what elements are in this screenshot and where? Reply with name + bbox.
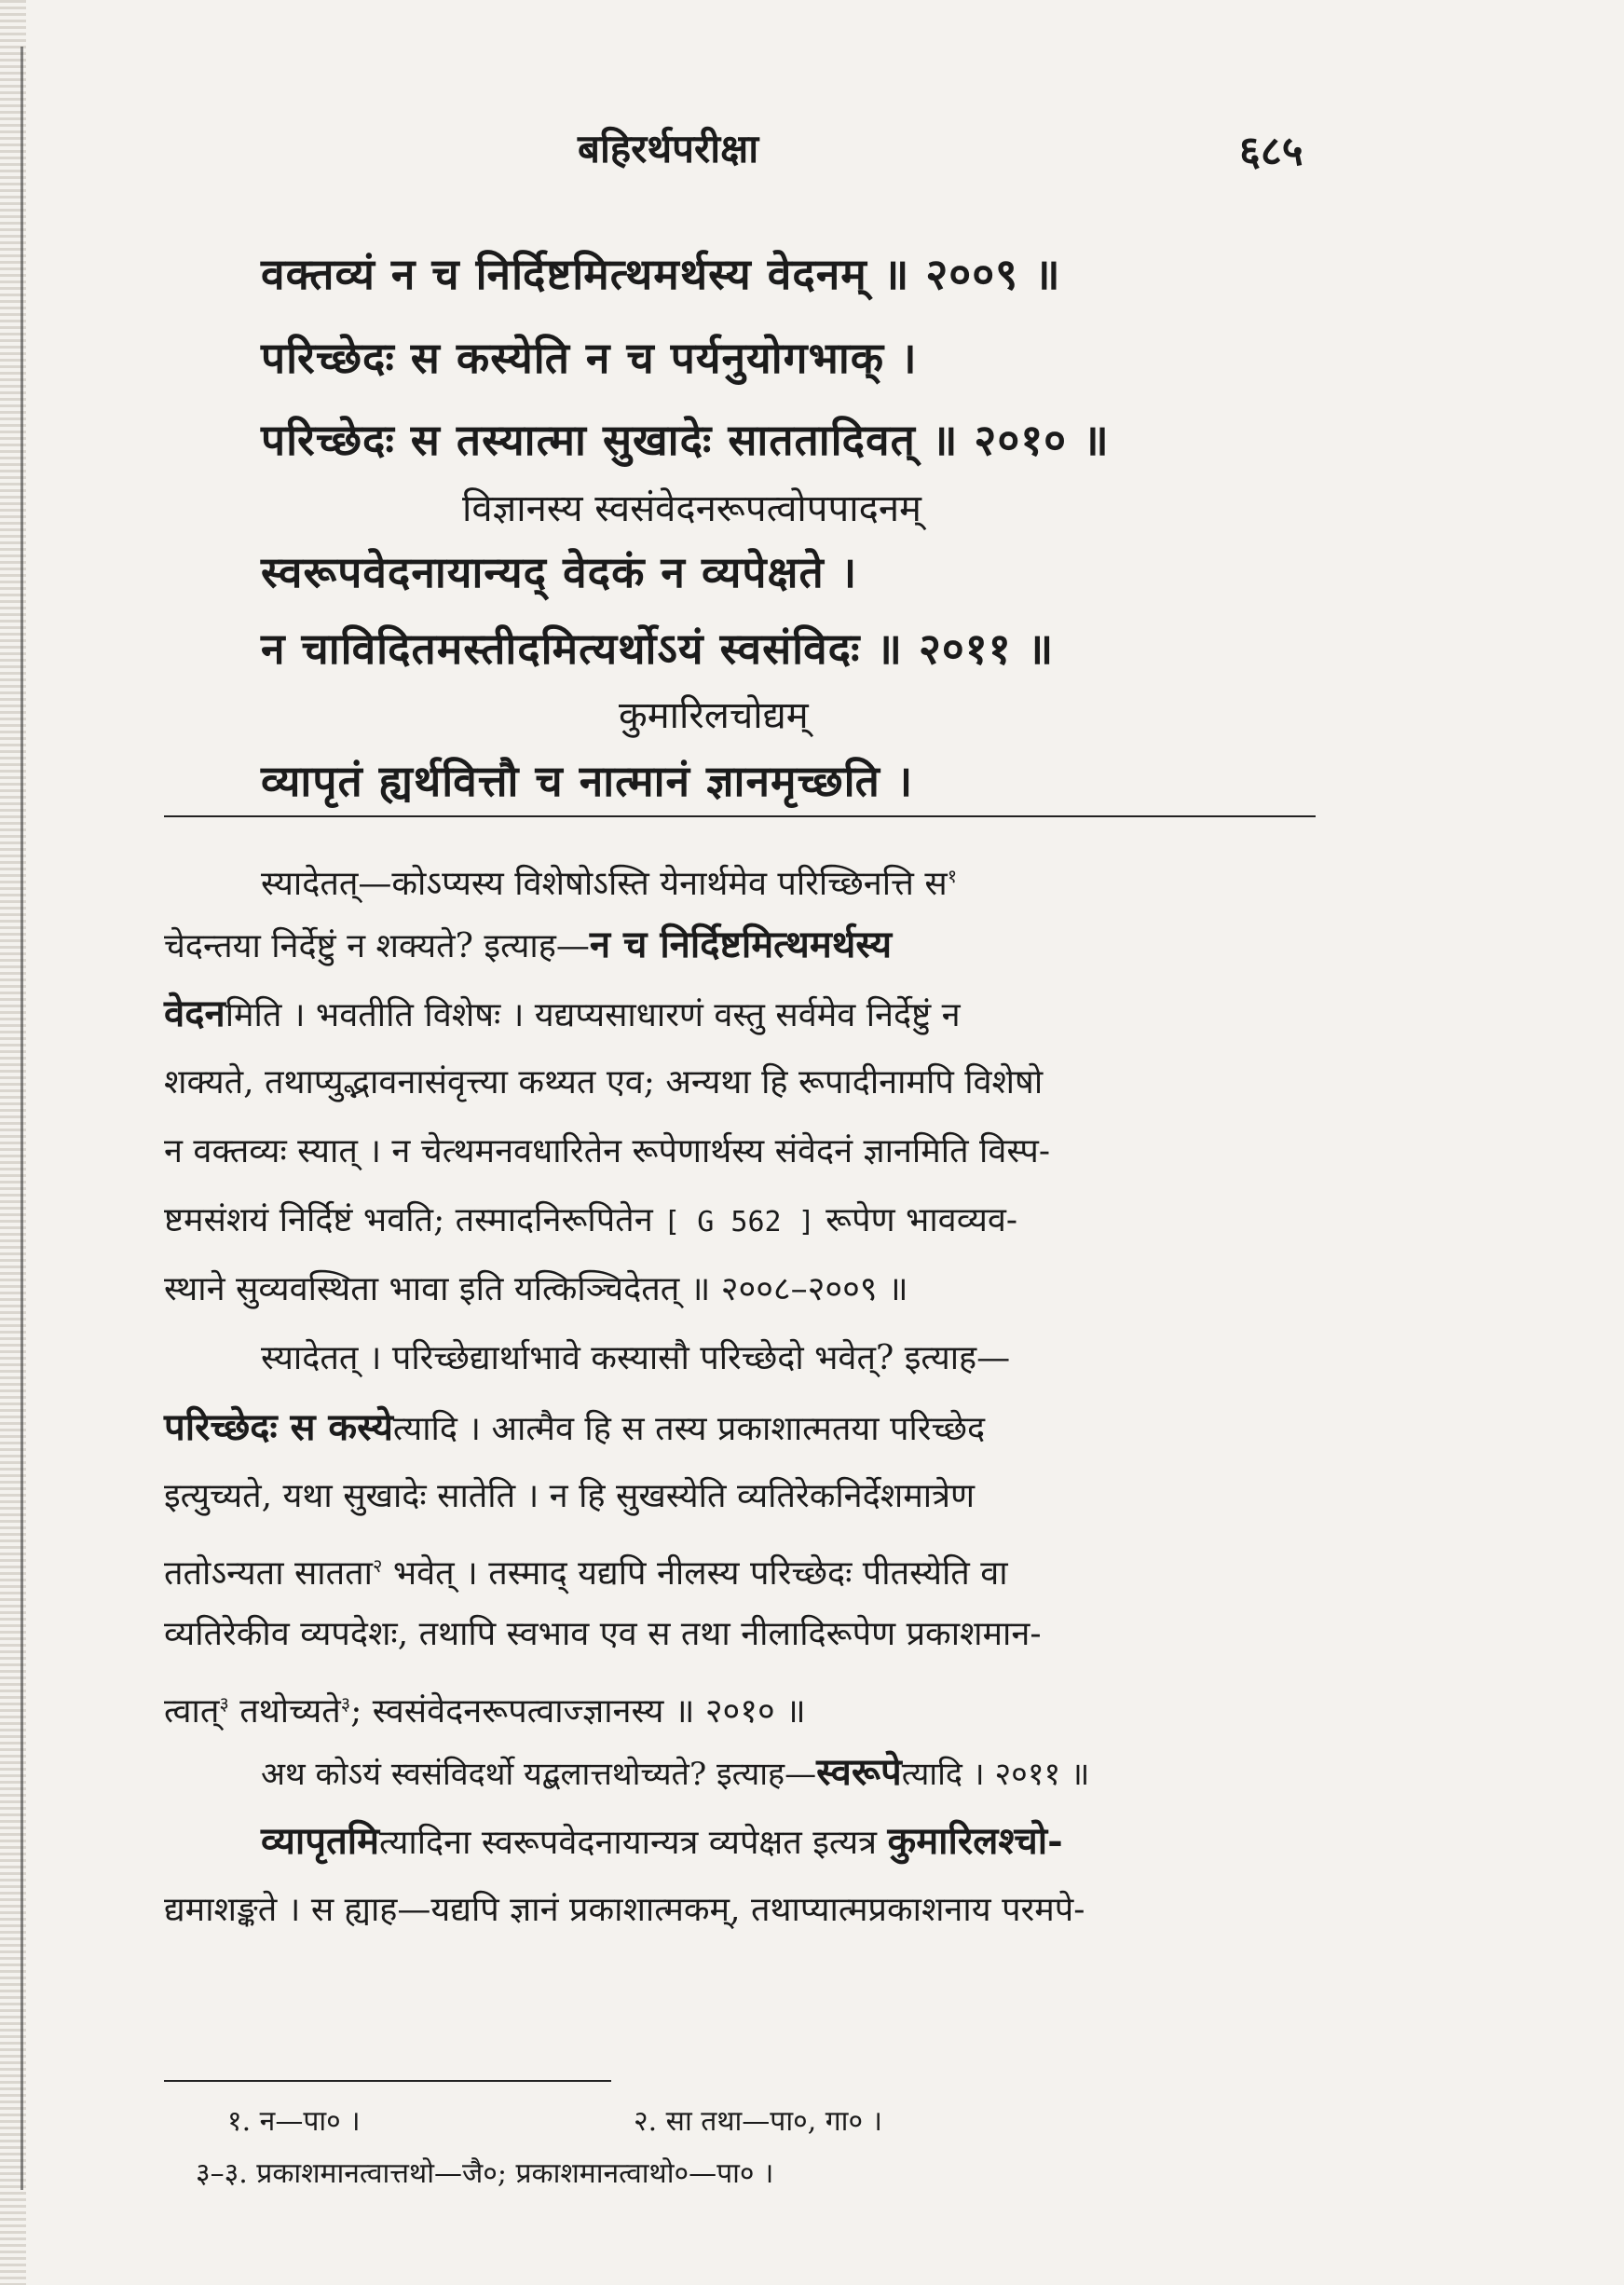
section-heading-svasamvedana: विज्ञानस्य स्वसंवेदनरूपत्वोपपादनम् xyxy=(462,487,921,530)
commentary-line-2: चेदन्तया निर्देष्टुं न शक्यते? इत्याह—न च निर्दिष्टमित्थमर्थस्य xyxy=(164,923,893,966)
verse-2010-first-half: परिच्छेदः स कस्येति न च पर्यनुयोगभाक् । xyxy=(261,333,918,383)
commentary-line-7: स्थाने सुव्यवस्थिता भावा इति यत्किञ्चिदेतत् ॥ २००८–२००९ ॥ xyxy=(164,1270,908,1308)
commentary-line-14: अथ कोऽयं स्वसंविदर्थो यद्बलात्तथोच्यते? इत्याह—स्वरूपेत्यादि । २०११ ॥ xyxy=(261,1750,1090,1794)
commentary-line-12: व्यतिरेकीव व्यपदेशः, तथापि स्वभाव एव स तथा नीलादिरूपेण प्रकाशमान- xyxy=(164,1615,1042,1653)
footnote-3: ३–३. प्रकाशमानत्वात्तथो—जै०; प्रकाशमानत्वाथो०—पा० । xyxy=(196,2157,774,2190)
commentary-line-8: स्यादेतत् । परिच्छेद्यार्थाभावे कस्यासौ परिच्छेदो भवेत्? इत्याह— xyxy=(261,1339,1011,1377)
commentary-line-16: द्यमाशङ्कते । स ह्याह—यद्यपि ज्ञानं प्रकाशात्मकम्, तथाप्यात्मप्रकाशनाय परमपे- xyxy=(164,1891,1085,1929)
commentary-line-3: वेदनमिति । भवतीति विशेषः । यद्यप्यसाधारणं वस्तु सर्वमेव निर्देष्टुं न xyxy=(164,992,961,1035)
page-header xyxy=(0,121,1624,196)
page-number: ६८५ xyxy=(1239,128,1303,175)
footnote-marker-3b: ३ xyxy=(340,1692,351,1715)
commentary-line-15: व्यापृतमित्यादिना स्वरूपवेदनायान्यत्र व्यपेक्षत इत्यत्र कुमारिलश्चो- xyxy=(261,1819,1063,1863)
footnote-marker-1: १ xyxy=(947,865,958,887)
commentary-line-1: स्यादेतत्—कोऽप्यस्य विशेषोऽस्ति येनार्थमेव परिच्छिनत्ति स$^१$ xyxy=(261,865,958,903)
footnote-1: १. न—पा० । xyxy=(227,2105,361,2138)
verse-2011-second-half: न चाविदितमस्तीदमित्यर्थोऽयं स्वसंविदः ॥ २०११ ॥ xyxy=(261,623,1055,674)
gaekwad-page-reference: [ G 562 ] xyxy=(663,1206,815,1238)
verse-commentary-divider xyxy=(164,815,1316,817)
footnote-2: २. सा तथा—पा०, गा० । xyxy=(634,2105,882,2138)
commentary-line-13: त्वात्$^३$ तथोच्यते$^३$; स्वसंवेदनरूपत्वाज्ज्ञानस्य ॥ २०१० ॥ xyxy=(164,1692,806,1731)
commentary-line-4: शक्यते, तथाप्युद्भावनासंवृत्त्या कथ्यत एव; अन्यथा हि रूपादीनामपि विशेषो xyxy=(164,1063,1044,1101)
section-heading-kumarila: कुमारिलचोद्यम् xyxy=(619,694,809,737)
footnote-marker-2: २ xyxy=(373,1554,383,1577)
verse-2012-first-half: व्यापृतं ह्यर्थवित्तौ च नात्मानं ज्ञानमृच्छति । xyxy=(261,756,914,806)
commentary-line-5: न वक्तव्यः स्यात् । न चेत्थमनवधारितेन रूपेणार्थस्य संवेदनं ज्ञानमिति विस्प- xyxy=(164,1132,1051,1170)
footnote-marker-3a: ३ xyxy=(219,1692,229,1715)
commentary-line-11: ततोऽन्यता सातता$^२$ भवेत् । तस्माद् यद्यपि नीलस्य परिच्छेदः पीतस्येति वा xyxy=(164,1554,1008,1593)
running-title: बहिरर्थपरीक्षा xyxy=(578,126,759,171)
commentary-line-6: ष्टमसंशयं निर्दिष्टं भवति; तस्मादनिरूपितेन [ G 562 ] रूपेण भावव्यव- xyxy=(164,1201,1018,1239)
verse-2010-second-half: परिच्छेदः स तस्यात्मा सुखादेः साततादिवत् ॥ २०१० ॥ xyxy=(261,415,1110,465)
gutter-edge xyxy=(20,47,23,2190)
commentary-line-9: परिच्छेदः स कस्येत्यादि । आत्मैव हि स तस्य प्रकाशात्मतया परिच्छेद xyxy=(164,1405,986,1449)
verse-2009-second-half: वक्तव्यं न च निर्दिष्टमित्थमर्थस्य वेदनम् ॥ २००९ ॥ xyxy=(261,249,1061,299)
commentary-line-10: इत्युच्यते, यथा सुखादेः सातेति । न हि सुखस्येति व्यतिरेकनिर्देशमात्रेण xyxy=(164,1477,976,1515)
verse-2011-first-half: स्वरूपवेदनायान्यद् वेदकं न व्यपेक्षते । xyxy=(261,547,858,597)
footnote-divider xyxy=(164,2080,611,2082)
